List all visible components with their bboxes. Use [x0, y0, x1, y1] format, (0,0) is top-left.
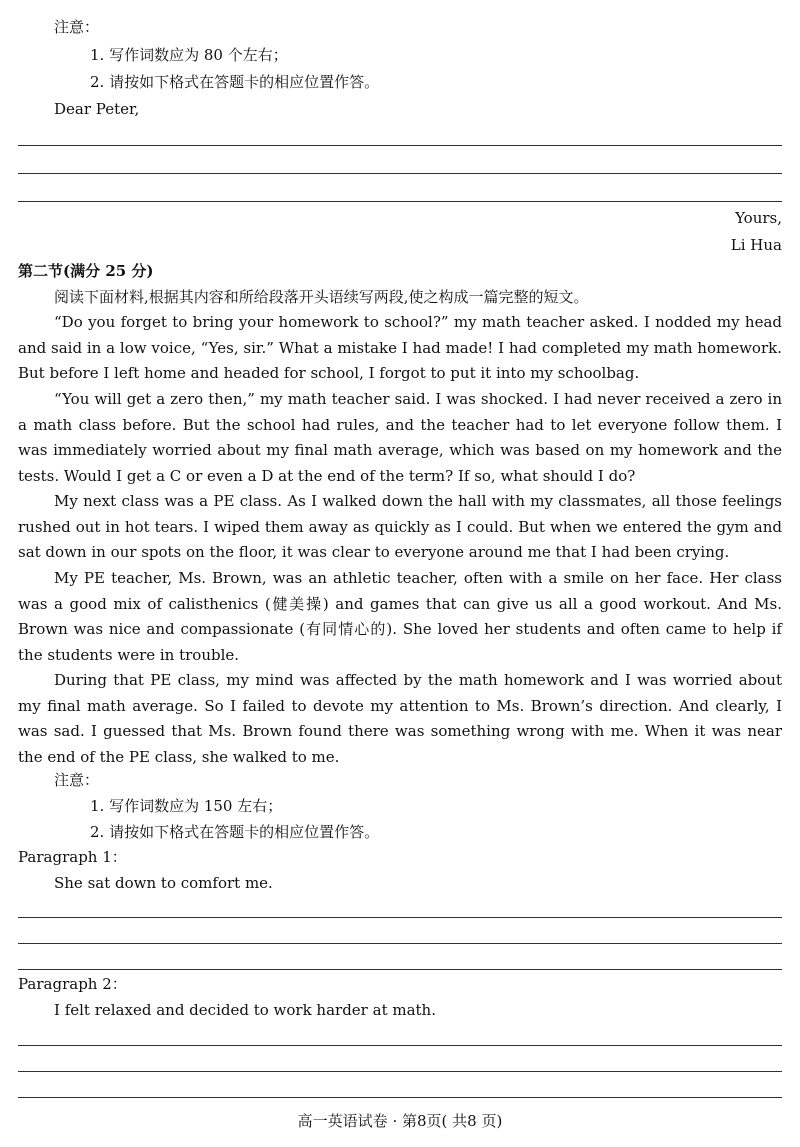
story-paragraph-text: During that PE class, my mind was affected by the math homework and I was worried about my final math average. So I failed to devote my attention to Ms. Brown’s direction. And clearly, I was sad. I guessed that Ms. Brown found there was something wrong with me. When it was near the end of the PE class, she walked to me.: [18, 671, 782, 766]
instruction: 阅读下面材料,根据其内容和所给段落开头语续写两段,使之构成一篇完整的短文。: [54, 288, 589, 306]
paragraph-2-start: I felt relaxed and decided to work harder at math.: [54, 1001, 436, 1019]
writing-line: [18, 201, 782, 202]
note-item-1: 1. 写作词数应为 80 个左右；: [90, 46, 288, 64]
writing-line: [18, 1097, 782, 1098]
salutation: Dear Peter,: [54, 100, 140, 118]
note-item-2: 2. 请按如下格式在答题卡的相应位置作答。: [90, 823, 380, 841]
story-paragraph: [18, 387, 782, 489]
writing-line: [18, 969, 782, 970]
page-footer: 高一英语试卷 · 第8页( 共8 页): [297, 1112, 503, 1130]
note-label: 注意：: [54, 18, 100, 36]
writing-line: [18, 1071, 782, 1072]
signature: Li Hua: [730, 236, 782, 254]
story-paragraph: [18, 566, 782, 668]
story-paragraph-text: My next class was a PE class. As I walked down the hall with my classmates, all those feelings rushed out in hot tears. I wiped them away as quickly as I could. But when we entered the gym and sat down in our spots on the floor, it was clear to everyone around me that I had been crying.: [18, 492, 782, 561]
writing-line: [18, 173, 782, 174]
story-paragraph: [18, 310, 782, 387]
writing-line: [18, 917, 782, 918]
paragraph-2-label: Paragraph 2：: [18, 975, 127, 993]
closing: Yours,: [735, 209, 782, 227]
writing-line: [18, 943, 782, 944]
writing-line: [18, 145, 782, 146]
writing-line: [18, 1045, 782, 1046]
section-heading: 第二节(满分 25 分): [18, 262, 154, 280]
note-item-1: 1. 写作词数应为 150 左右；: [90, 797, 283, 815]
note-item-2: 2. 请按如下格式在答题卡的相应位置作答。: [90, 73, 380, 91]
story-paragraph-text: “Do you forget to bring your homework to school?” my math teacher asked. I nodded my head and said in a low voice, “Yes, sir.” What a mistake I had made! I had completed my math homework. But before I left home and headed for school, I forgot to put it into my schoolbag.: [18, 313, 782, 382]
story-paragraph: [18, 489, 782, 566]
note-label: 注意：: [54, 771, 100, 789]
story-paragraph-text: “You will get a zero then,” my math teacher said. I was shocked. I had never received a zero in a math class before. But the school had rules, and the teacher had to let everyone follow them. I was immediately worried about my final math average, which was based on my homework and the tests. Would I get a C or even a D at the end of the term? If so, what should I do?: [18, 390, 782, 485]
paragraph-1-label: Paragraph 1：: [18, 848, 127, 866]
story-paragraph-text: My PE teacher, Ms. Brown, was an athletic teacher, often with a smile on her face. Her class was a good mix of calisthenics (健美操) and games that can give us all a good workout. And Ms. Brown was nice and compassionate (有同情心的). She loved her students and often came to help if the students were in trouble.: [18, 569, 782, 664]
paragraph-1-start: She sat down to comfort me.: [54, 874, 273, 892]
story-paragraph: [18, 668, 782, 770]
